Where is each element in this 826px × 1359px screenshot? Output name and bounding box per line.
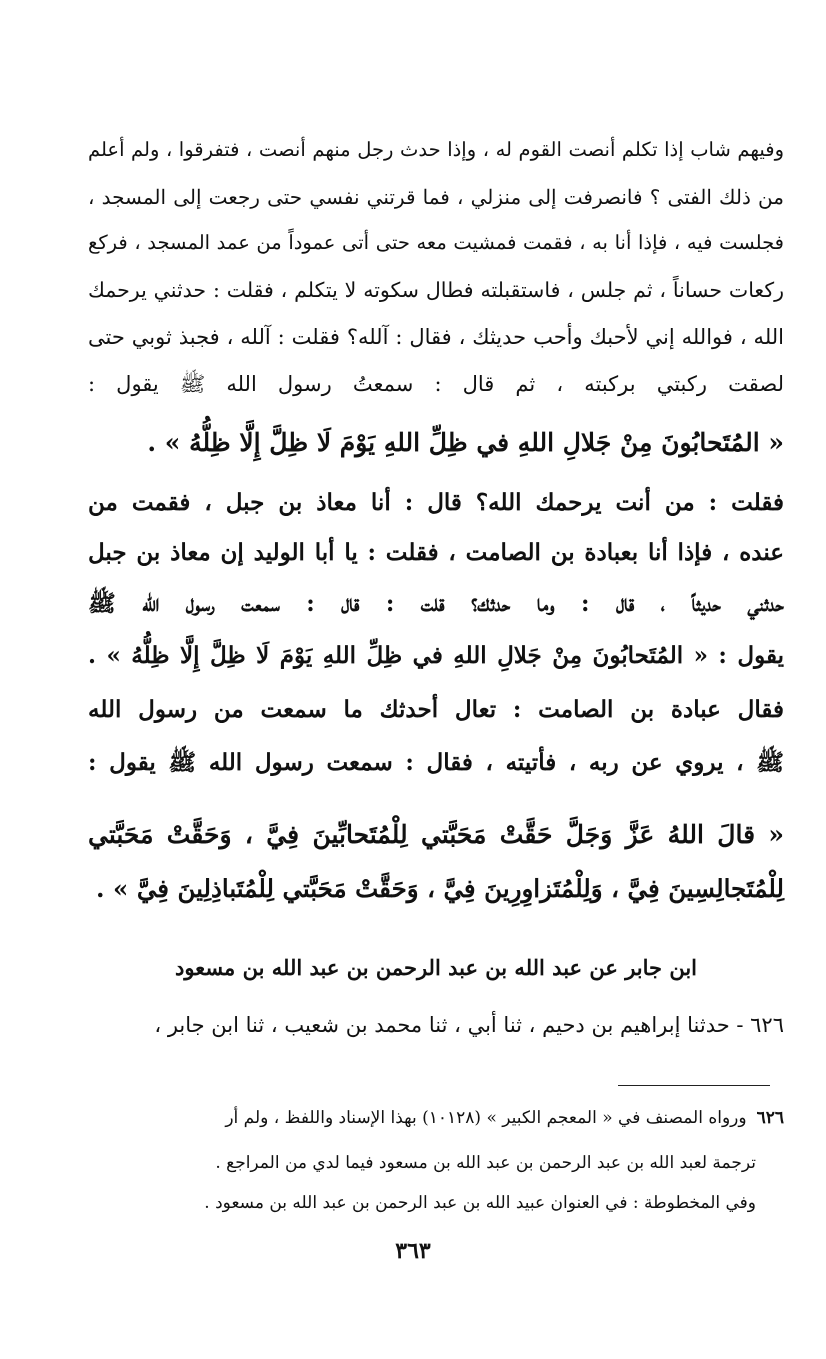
body-line-6: لصقت ركبتي بركبته ، ثم قال : سمعتُ رسول الله ﷺ يقول : (88, 372, 784, 396)
page-number: ٣٦٣ (395, 1238, 431, 1264)
footnote-separator (618, 1085, 770, 1086)
body-line-1: وفيهم شاب إذا تكلم أنصت القوم له ، وإذا حدث رجل منهم أنصت ، فتفرقوا ، ولم أعلم (88, 138, 784, 161)
body-line-5: الله ، فوالله إني لأحبك وأحب حديثك ، فقال : آلله؟ فقلت : آلله ، فجبذ ثوبي حتى (88, 325, 784, 349)
footnote-number: ٦٢٦ (756, 1108, 784, 1128)
footnote-line-2: ترجمة لعبد الله بن عبد الرحمن بن عبد الله بن مسعود فيما لدي من المراجع . (215, 1153, 756, 1173)
section-heading: ابن جابر عن عبد الله بن عبد الرحمن بن عبد الله بن مسعود (174, 955, 698, 980)
body-line-2: من ذلك الفتى ؟ فانصرفت إلى منزلي ، فما قرتني نفسي حتى رجعت إلى المسجد ، (88, 185, 784, 209)
footnote-line-3: وفي المخطوطة : في العنوان عبيد الله بن عبد الرحمن بن عبد الله بن مسعود . (204, 1193, 756, 1213)
body-line-4: ركعات حساناً ، ثم جلس ، فاستقبلته فطال سكوته لا يتكلم ، فقلت : حدثني يرحمك (88, 278, 784, 302)
para2-line-2: عنده ، فإذا أنا بعبادة بن الصامت ، فقلت : يا أبا الوليد إن معاذ بن جبل (88, 539, 784, 566)
body-line-3: فجلست فيه ، فإذا أنا به ، فقمت فمشيت معه حتى أتى عموداً من عمد المسجد ، فركع (88, 231, 784, 254)
hadith-quote-1: « المُتَحابُونَ مِنْ جَلالِ اللهِ في ظِلِّ اللهِ يَوْمَ لَا ظِلَّ إِلَّا ظِلُّهُ » . (147, 428, 784, 457)
para2-line-5: فقال عبادة بن الصامت : تعال أحدثك ما سمعت من رسول الله (88, 696, 784, 723)
hadith-quote-2-line-1: « قالَ اللهُ عَزَّ وَجَلَّ حَقَّتْ مَحَبَّتي لِلْمُتَحابِّينَ فِيَّ ، وَحَقَّتْ مَحَبَّتي (88, 820, 784, 849)
footnote-text-1: ورواه المصنف في « المعجم الكبير » (١٠١٢٨) بهذا الإسناد واللفظ ، ولم أر (225, 1108, 747, 1128)
para2-line-4: يقول : « المُتَحابُونَ مِنْ جَلالِ اللهِ في ظِلِّ اللهِ يَوْمَ لَا ظِلَّ إِلَّا ظِلُّهُ » . (88, 642, 784, 669)
para2-line-6: ﷺ ، يروي عن ربه ، فأتيته ، فقال : سمعت رسول الله ﷺ يقول : (88, 749, 784, 776)
para2-line-3: حدثني حديثاً ، قال : وما حدثك؟ قلت : قال : سمعت رسول الله ﷺ (88, 590, 784, 617)
hadith-quote-2-line-2: لِلْمُتَجالِسِينَ فِيَّ ، وَلِلْمُتَزاوِرِينَ فِيَّ ، وَحَقَّتْ مَحَبَّتي لِلْمُتَباذِلِينَ فِيَّ » . (95, 874, 784, 903)
para2-line-1: فقلت : من أنت يرحمك الله؟ قال : أنا معاذ بن جبل ، فقمت من (88, 489, 784, 516)
footnote-line-1 (88, 1110, 784, 1127)
next-hadith-line: ٦٢٦ - حدثنا إبراهيم بن دحيم ، ثنا أبي ، ثنا محمد بن شعيب ، ثنا ابن جابر ، (154, 1013, 784, 1037)
